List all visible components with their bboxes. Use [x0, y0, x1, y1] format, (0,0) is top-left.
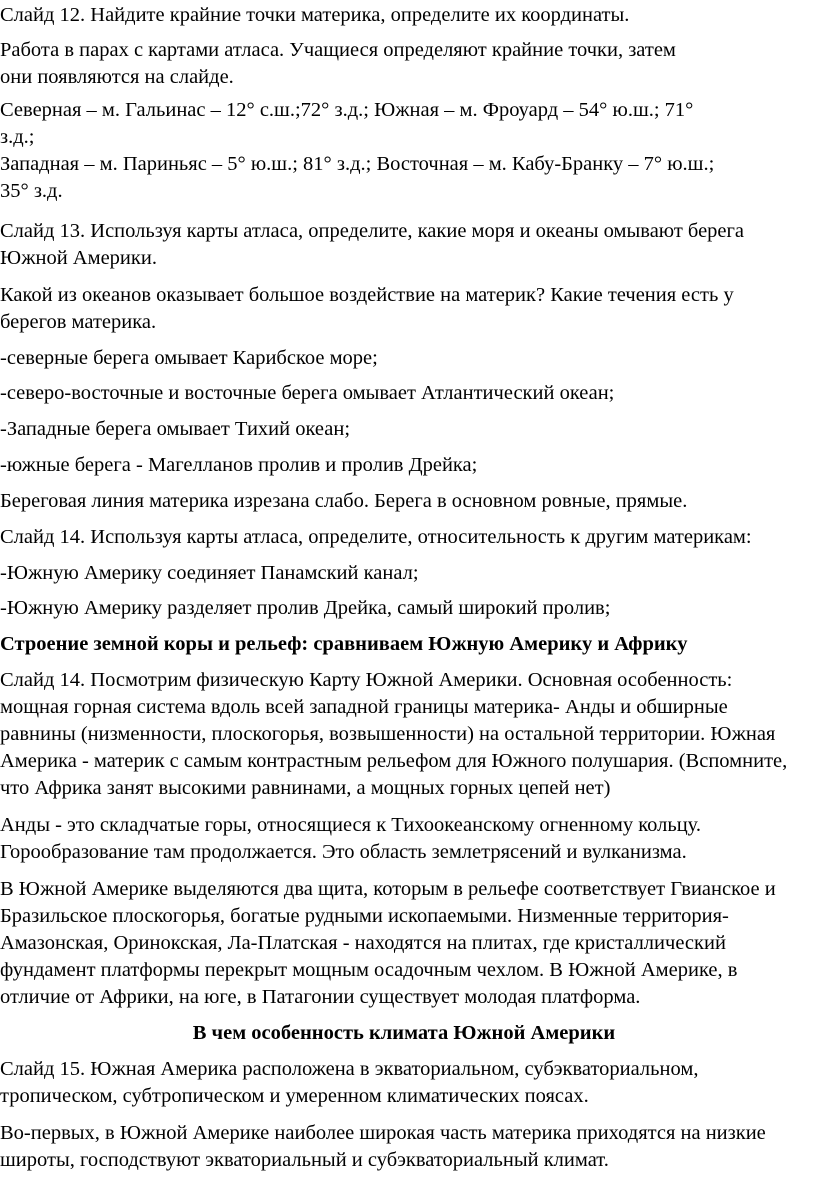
slide13-question	[0, 282, 808, 336]
text-line: что Африка занят высокими равнинами, а мощных горных цепей нет)	[0, 777, 611, 799]
text-line: отличие от Африки, на юге, в Патагонии существует молодая платформа.	[0, 986, 641, 1008]
slide14-drake: -Южную Америку разделяет пролив Дрейка, самый широкий пролив;	[0, 597, 611, 619]
text-line: Слайд 13. Используя карты атласа, определите, какие моря и океаны омывают берега	[0, 220, 745, 242]
slide12-work	[0, 37, 808, 91]
andes-paragraph	[0, 812, 808, 866]
text-line: равнины (низменности, плоскогорья, возвышенности) на остальной территории. Южная	[0, 723, 776, 745]
heading-relief: Строение земной коры и рельеф: сравниваем Южную Америку и Африку	[0, 633, 688, 655]
text-line: Слайд 14. Посмотрим физическую Карту Южной Америки. Основная особенность:	[0, 669, 733, 691]
slide13-title	[0, 218, 808, 272]
text-line: фундамент платформы перекрыт мощным осадочным чехлом. В Южной Америке, в	[0, 959, 738, 981]
text-line: Америка - материк с самым контрастным рельефом для Южного полушария. (Вспомните,	[0, 750, 788, 772]
slide13-coast: Береговая линия материка изрезана слабо. Берега в основном ровные, прямые.	[0, 490, 688, 512]
slide13-south: -южные берега - Магелланов пролив и пролив Дрейка;	[0, 454, 478, 476]
slide14-map	[0, 667, 808, 802]
text-line: Какой из океанов оказывает большое воздействие на материк? Какие течения есть у	[0, 284, 734, 306]
text-line: 35° з.д.	[0, 180, 63, 202]
slide12-title: Слайд 12. Найдите крайние точки материка, определите их координаты.	[0, 4, 630, 26]
text-line: Бразильское плоскогорья, богатые рудными ископаемыми. Низменные территория-	[0, 905, 729, 927]
text-line: они появляются на слайде.	[0, 66, 234, 88]
text-line: Северная – м. Гальинас – 12° с.ш.;72° з.д.; Южная – м. Фроуард – 54° ю.ш.; 71°	[0, 99, 694, 121]
slide13-north: -северные берега омывает Карибское море;	[0, 347, 378, 369]
text-line: широты, господствуют экваториальный и субэкваториальный климат.	[0, 1149, 609, 1171]
text-line: Работа в парах с картами атласа. Учащиеся определяют крайние точки, затем	[0, 39, 676, 61]
text-line: Во-первых, в Южной Америке наиболее широкая часть материка приходятся на низкие	[0, 1122, 766, 1144]
slide13-west: -Западные берега омывает Тихий океан;	[0, 418, 351, 440]
slide14-title: Слайд 14. Используя карты атласа, определите, относительность к другим материкам:	[0, 526, 752, 548]
text-line: Анды - это складчатые горы, относящиеся к Тихоокеанскому огненному кольцу.	[0, 814, 701, 836]
text-line: В Южной Америке выделяются два щита, которым в рельефе соответствует Гвианское и	[0, 878, 776, 900]
text-line: тропическом, субтропическом и умеренном климатических поясах.	[0, 1085, 589, 1107]
heading-climate: В чем особенность климата Южной Америки	[192, 1022, 616, 1044]
slide14-panama: -Южную Америку соединяет Панамский канал;	[0, 562, 419, 584]
text-line: Горообразование там продолжается. Это область землетрясений и вулканизма.	[0, 841, 687, 863]
text-line: Амазонская, Оринокская, Ла-Платская - находятся на плитах, где кристаллический	[0, 932, 726, 954]
text-line: берегов материка.	[0, 311, 157, 333]
slide12-points	[0, 97, 808, 205]
text-line: з.д.;	[0, 126, 35, 148]
shields-paragraph	[0, 876, 808, 1011]
text-line: Слайд 15. Южная Америка расположена в экваториальном, субэкваториальном,	[0, 1058, 699, 1080]
text-line: Западная – м. Париньяс – 5° ю.ш.; 81° з.д.; Восточная – м. Кабу-Бранку – 7° ю.ш.;	[0, 153, 715, 175]
slide13-northeast: -северо-восточные и восточные берега омывает Атлантический океан;	[0, 382, 615, 404]
text-line: Южной Америки.	[0, 247, 157, 269]
slide15-first	[0, 1120, 808, 1174]
slide15-belts	[0, 1056, 808, 1110]
text-line: мощная горная система вдоль всей западной границы материка- Анды и обширные	[0, 696, 728, 718]
